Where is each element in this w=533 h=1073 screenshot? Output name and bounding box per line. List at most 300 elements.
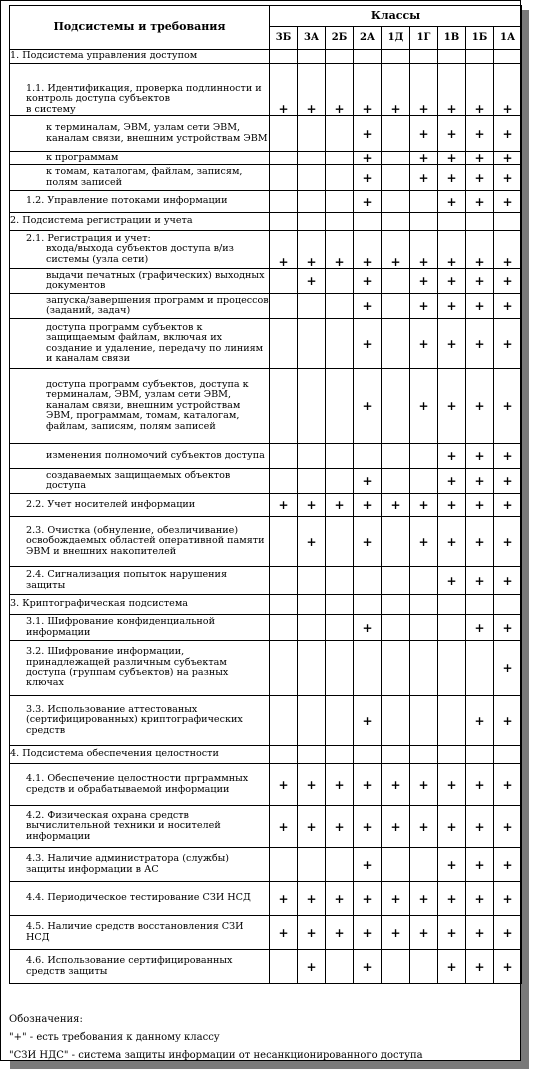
- class-mark: [270, 444, 298, 469]
- class-mark: [326, 517, 354, 567]
- class-mark: [270, 369, 298, 444]
- class-mark: +: [494, 494, 522, 517]
- class-mark: +: [270, 882, 298, 916]
- header-subsystems: Подсистемы и требования: [10, 6, 270, 50]
- class-mark: [298, 369, 326, 444]
- requirement-label: к томам, каталогам, файлам, записям, полям записей: [10, 165, 270, 191]
- class-mark: +: [354, 950, 382, 984]
- class-mark: +: [494, 882, 522, 916]
- class-mark: [326, 50, 354, 64]
- class-mark: +: [382, 916, 410, 950]
- class-mark: [382, 152, 410, 165]
- class-mark: +: [466, 615, 494, 641]
- class-mark: [326, 152, 354, 165]
- class-mark: [270, 469, 298, 494]
- requirement-label: 1. Подсистема управления доступом: [10, 50, 270, 64]
- class-mark: +: [494, 165, 522, 191]
- class-mark: [326, 696, 354, 746]
- requirement-label: создаваемых защищаемых объектов доступа: [10, 469, 270, 494]
- table-row: [10, 152, 522, 165]
- class-mark: [326, 319, 354, 369]
- class-mark: +: [270, 231, 298, 269]
- class-mark: +: [354, 916, 382, 950]
- class-mark: [438, 615, 466, 641]
- class-mark: +: [270, 806, 298, 848]
- class-mark: [382, 567, 410, 595]
- table-row: [10, 567, 522, 595]
- class-mark: +: [354, 231, 382, 269]
- class-mark: +: [382, 231, 410, 269]
- table-row: [10, 165, 522, 191]
- table-row: [10, 494, 522, 517]
- page-shadow-right: [521, 10, 529, 1067]
- requirement-label: выдачи печатных (графических) выходных документов: [10, 269, 270, 294]
- class-mark: [354, 641, 382, 696]
- class-mark: [326, 213, 354, 231]
- class-mark: +: [298, 231, 326, 269]
- table-row: [10, 595, 522, 615]
- legend-title: Обозначения:: [9, 1014, 83, 1025]
- class-mark: +: [410, 294, 438, 319]
- class-mark: [270, 615, 298, 641]
- class-mark: [326, 369, 354, 444]
- class-mark: [298, 595, 326, 615]
- legend: [9, 1011, 423, 1065]
- class-mark: +: [410, 517, 438, 567]
- class-mark: +: [494, 294, 522, 319]
- class-mark: [410, 595, 438, 615]
- class-mark: +: [466, 319, 494, 369]
- class-mark: [382, 191, 410, 213]
- requirement-label: 2. Подсистема регистрации и учета: [10, 213, 270, 231]
- class-mark: +: [354, 369, 382, 444]
- class-mark: +: [438, 152, 466, 165]
- class-mark: [326, 116, 354, 152]
- class-mark: +: [494, 469, 522, 494]
- class-mark: +: [494, 615, 522, 641]
- class-mark: +: [354, 764, 382, 806]
- class-mark: +: [354, 517, 382, 567]
- class-mark: +: [270, 64, 298, 116]
- requirement-label: 4.5. Наличие средств восстановления СЗИ НСД: [10, 916, 270, 950]
- class-mark: +: [438, 882, 466, 916]
- class-mark: [494, 213, 522, 231]
- class-mark: +: [466, 152, 494, 165]
- requirement-label: 4.4. Периодическое тестирование СЗИ НСД: [10, 882, 270, 916]
- class-mark: [354, 567, 382, 595]
- requirement-label: 3.2. Шифрование информации, принадлежащей различным субъектам доступа (группам субъектов) на разных ключах: [10, 641, 270, 696]
- class-mark: +: [494, 567, 522, 595]
- class-mark: [410, 469, 438, 494]
- class-mark: [298, 191, 326, 213]
- class-mark: [270, 746, 298, 764]
- requirement-label: к терминалам, ЭВМ, узлам сети ЭВМ, каналам связи, внешним устройствам ЭВМ: [10, 116, 270, 152]
- class-mark: +: [354, 615, 382, 641]
- class-mark: [382, 319, 410, 369]
- class-mark: +: [298, 517, 326, 567]
- class-mark: +: [466, 950, 494, 984]
- class-mark: [354, 444, 382, 469]
- class-mark: [382, 213, 410, 231]
- requirements-table: [9, 5, 522, 984]
- requirement-label: 4. Подсистема обеспечения целостности: [10, 746, 270, 764]
- class-mark: +: [298, 950, 326, 984]
- class-mark: +: [494, 641, 522, 696]
- class-mark: [326, 746, 354, 764]
- class-mark: +: [410, 165, 438, 191]
- requirement-label: 2.4. Сигнализация попыток нарушения защиты: [10, 567, 270, 595]
- class-mark: [298, 116, 326, 152]
- class-mark: [354, 50, 382, 64]
- class-mark: +: [298, 269, 326, 294]
- table-row: [10, 191, 522, 213]
- legend-item-plus: "+" - есть требования к данному классу: [9, 1032, 220, 1043]
- class-mark: +: [494, 231, 522, 269]
- class-mark: +: [466, 882, 494, 916]
- class-mark: [298, 319, 326, 369]
- class-mark: +: [354, 882, 382, 916]
- class-mark: +: [466, 517, 494, 567]
- requirement-label: 1.1. Идентификация, проверка подлинности и контроль доступа субъектов в систему: [10, 64, 270, 116]
- requirement-label: 2.3. Очистка (обнуление, обезличивание) освобождаемых областей оперативной памяти ЭВМ и внешних накопителей: [10, 517, 270, 567]
- class-mark: +: [494, 369, 522, 444]
- class-mark: [382, 50, 410, 64]
- class-mark: [494, 595, 522, 615]
- class-mark: [410, 213, 438, 231]
- class-mark: +: [382, 882, 410, 916]
- class-mark: +: [438, 269, 466, 294]
- class-mark: [298, 50, 326, 64]
- class-mark: [410, 950, 438, 984]
- class-mark: +: [494, 444, 522, 469]
- class-mark: [382, 165, 410, 191]
- class-mark: [382, 269, 410, 294]
- class-mark: [298, 567, 326, 595]
- class-mark: [298, 641, 326, 696]
- class-mark: +: [410, 806, 438, 848]
- class-mark: +: [438, 231, 466, 269]
- class-mark: +: [410, 882, 438, 916]
- class-mark: +: [326, 764, 354, 806]
- class-header: 1А: [494, 27, 522, 50]
- class-mark: +: [438, 848, 466, 882]
- table-row: [10, 50, 522, 64]
- class-mark: [438, 213, 466, 231]
- class-mark: [410, 444, 438, 469]
- class-mark: +: [438, 806, 466, 848]
- class-mark: +: [270, 764, 298, 806]
- class-mark: +: [382, 806, 410, 848]
- class-mark: +: [270, 494, 298, 517]
- class-mark: [298, 165, 326, 191]
- class-mark: +: [438, 950, 466, 984]
- class-header: 1В: [438, 27, 466, 50]
- class-mark: [270, 50, 298, 64]
- table-row: [10, 231, 522, 269]
- class-mark: +: [438, 764, 466, 806]
- class-mark: [382, 469, 410, 494]
- class-mark: +: [326, 494, 354, 517]
- class-mark: +: [298, 764, 326, 806]
- requirement-label: 2.2. Учет носителей информации: [10, 494, 270, 517]
- class-mark: [298, 848, 326, 882]
- class-mark: +: [354, 294, 382, 319]
- class-mark: +: [494, 152, 522, 165]
- class-mark: +: [298, 64, 326, 116]
- class-mark: +: [466, 231, 494, 269]
- class-mark: [438, 641, 466, 696]
- class-mark: [382, 950, 410, 984]
- class-mark: [298, 213, 326, 231]
- table-row: [10, 213, 522, 231]
- table-row: [10, 116, 522, 152]
- class-mark: [298, 444, 326, 469]
- class-mark: +: [410, 319, 438, 369]
- requirement-label: 4.2. Физическая охрана средств вычислительной техники и носителей информации: [10, 806, 270, 848]
- class-mark: +: [298, 916, 326, 950]
- class-mark: [270, 567, 298, 595]
- class-mark: [354, 213, 382, 231]
- requirement-label: 4.3. Наличие администратора (службы) защиты информации в АС: [10, 848, 270, 882]
- class-mark: +: [494, 191, 522, 213]
- class-mark: +: [326, 64, 354, 116]
- class-mark: [326, 269, 354, 294]
- class-mark: +: [298, 494, 326, 517]
- class-mark: +: [410, 764, 438, 806]
- class-mark: [270, 294, 298, 319]
- class-mark: +: [438, 64, 466, 116]
- requirement-label: 3. Криптографическая подсистема: [10, 595, 270, 615]
- class-mark: [326, 615, 354, 641]
- class-mark: [382, 746, 410, 764]
- table-row: [10, 615, 522, 641]
- class-mark: [326, 469, 354, 494]
- class-mark: +: [410, 64, 438, 116]
- table-row: [10, 746, 522, 764]
- class-mark: +: [326, 231, 354, 269]
- class-mark: [382, 641, 410, 696]
- class-mark: +: [438, 494, 466, 517]
- class-mark: [270, 165, 298, 191]
- class-mark: +: [494, 269, 522, 294]
- class-mark: +: [438, 444, 466, 469]
- class-mark: +: [354, 806, 382, 848]
- class-mark: [326, 848, 354, 882]
- class-mark: +: [466, 64, 494, 116]
- class-mark: +: [494, 64, 522, 116]
- class-mark: [326, 950, 354, 984]
- class-mark: +: [438, 517, 466, 567]
- class-mark: +: [438, 319, 466, 369]
- table-row: [10, 848, 522, 882]
- class-mark: +: [410, 152, 438, 165]
- class-mark: [326, 165, 354, 191]
- class-mark: [410, 746, 438, 764]
- class-mark: +: [466, 764, 494, 806]
- class-mark: +: [410, 269, 438, 294]
- class-mark: +: [354, 116, 382, 152]
- class-mark: +: [494, 806, 522, 848]
- class-header: 2Б: [326, 27, 354, 50]
- legend-item-szi: "СЗИ НДС" - система защиты информации от несанкционированного доступа: [9, 1050, 423, 1061]
- class-mark: [494, 50, 522, 64]
- class-mark: +: [494, 696, 522, 746]
- requirement-label: доступа программ субъектов к защищаемым файлам, включая их создание и удаление, передачу по линиям и каналам связи: [10, 319, 270, 369]
- class-mark: +: [326, 882, 354, 916]
- class-mark: [270, 517, 298, 567]
- class-mark: [438, 696, 466, 746]
- class-mark: [382, 615, 410, 641]
- class-header: 1Б: [466, 27, 494, 50]
- class-mark: [270, 641, 298, 696]
- table-row: [10, 369, 522, 444]
- class-mark: +: [466, 806, 494, 848]
- class-mark: +: [326, 806, 354, 848]
- class-mark: [466, 641, 494, 696]
- class-mark: [382, 848, 410, 882]
- class-mark: +: [438, 116, 466, 152]
- class-mark: [270, 950, 298, 984]
- class-mark: [298, 294, 326, 319]
- class-mark: [410, 696, 438, 746]
- requirement-label: запуска/завершения программ и процессов (заданий, задач): [10, 294, 270, 319]
- class-mark: +: [438, 916, 466, 950]
- class-mark: +: [354, 696, 382, 746]
- class-header: 1Г: [410, 27, 438, 50]
- class-mark: +: [354, 848, 382, 882]
- class-mark: +: [298, 806, 326, 848]
- class-mark: +: [410, 369, 438, 444]
- class-mark: +: [466, 116, 494, 152]
- class-mark: +: [466, 269, 494, 294]
- class-mark: +: [354, 469, 382, 494]
- class-mark: [410, 615, 438, 641]
- class-mark: [438, 595, 466, 615]
- header-classes: Классы: [270, 6, 522, 27]
- table-row: [10, 319, 522, 369]
- class-mark: [270, 213, 298, 231]
- class-mark: +: [354, 269, 382, 294]
- class-mark: [382, 294, 410, 319]
- class-mark: [270, 595, 298, 615]
- class-mark: +: [354, 319, 382, 369]
- class-mark: +: [438, 191, 466, 213]
- class-mark: +: [354, 494, 382, 517]
- class-mark: +: [466, 696, 494, 746]
- class-mark: [494, 746, 522, 764]
- requirement-label: к программам: [10, 152, 270, 165]
- class-mark: [382, 444, 410, 469]
- class-mark: +: [466, 294, 494, 319]
- class-mark: [466, 213, 494, 231]
- class-mark: [410, 641, 438, 696]
- class-mark: [270, 319, 298, 369]
- class-mark: +: [438, 165, 466, 191]
- class-mark: [382, 696, 410, 746]
- table-row: [10, 641, 522, 696]
- class-mark: [326, 595, 354, 615]
- table-row: [10, 294, 522, 319]
- class-mark: [298, 746, 326, 764]
- class-mark: +: [382, 64, 410, 116]
- class-mark: [326, 641, 354, 696]
- class-mark: +: [438, 369, 466, 444]
- class-mark: +: [354, 191, 382, 213]
- requirement-label: 2.1. Регистрация и учет: входа/выхода субъектов доступа в/из системы (узла сети): [10, 231, 270, 269]
- class-mark: [466, 50, 494, 64]
- class-mark: [354, 746, 382, 764]
- class-mark: +: [466, 494, 494, 517]
- class-mark: +: [494, 319, 522, 369]
- class-mark: +: [466, 469, 494, 494]
- class-mark: +: [354, 64, 382, 116]
- class-mark: [438, 50, 466, 64]
- class-mark: [410, 848, 438, 882]
- class-mark: [326, 294, 354, 319]
- class-mark: +: [494, 764, 522, 806]
- class-mark: [410, 191, 438, 213]
- table-row: [10, 806, 522, 848]
- class-mark: [382, 595, 410, 615]
- table-row: [10, 64, 522, 116]
- class-mark: +: [410, 916, 438, 950]
- class-mark: +: [466, 165, 494, 191]
- class-mark: +: [438, 469, 466, 494]
- table-row: [10, 764, 522, 806]
- class-mark: +: [326, 916, 354, 950]
- class-mark: [466, 595, 494, 615]
- table-row: [10, 269, 522, 294]
- class-mark: +: [410, 116, 438, 152]
- table-row: [10, 444, 522, 469]
- class-mark: +: [494, 517, 522, 567]
- requirement-label: доступа программ субъектов, доступа к терминалам, ЭВМ, узлам сети ЭВМ, каналам связи, внешним устройствам ЭВМ, программам, томам, каталогам, файлам, записям, полям записей: [10, 369, 270, 444]
- class-mark: +: [466, 916, 494, 950]
- class-mark: [298, 152, 326, 165]
- class-mark: +: [494, 848, 522, 882]
- class-mark: [270, 696, 298, 746]
- requirements-body: [10, 50, 522, 984]
- class-mark: +: [382, 764, 410, 806]
- requirement-label: 4.6. Использование сертифицированных средств защиты: [10, 950, 270, 984]
- class-mark: +: [298, 882, 326, 916]
- requirement-label: изменения полномочий субъектов доступа: [10, 444, 270, 469]
- class-header: 2А: [354, 27, 382, 50]
- class-mark: [298, 615, 326, 641]
- class-mark: +: [438, 294, 466, 319]
- class-mark: [354, 595, 382, 615]
- requirement-label: 4.1. Обеспечение целостности пргрaммных средств и обрабатываемой информации: [10, 764, 270, 806]
- class-header: 1Д: [382, 27, 410, 50]
- class-mark: +: [466, 444, 494, 469]
- class-mark: +: [354, 165, 382, 191]
- class-mark: [438, 746, 466, 764]
- class-mark: +: [354, 152, 382, 165]
- class-mark: [326, 191, 354, 213]
- table-row: [10, 517, 522, 567]
- table-row: [10, 469, 522, 494]
- class-mark: +: [270, 916, 298, 950]
- class-mark: +: [466, 369, 494, 444]
- class-header: 3А: [298, 27, 326, 50]
- table-row: [10, 882, 522, 916]
- class-mark: +: [410, 494, 438, 517]
- class-mark: +: [494, 116, 522, 152]
- class-mark: [270, 191, 298, 213]
- class-mark: [410, 50, 438, 64]
- class-mark: [270, 848, 298, 882]
- table-row: [10, 916, 522, 950]
